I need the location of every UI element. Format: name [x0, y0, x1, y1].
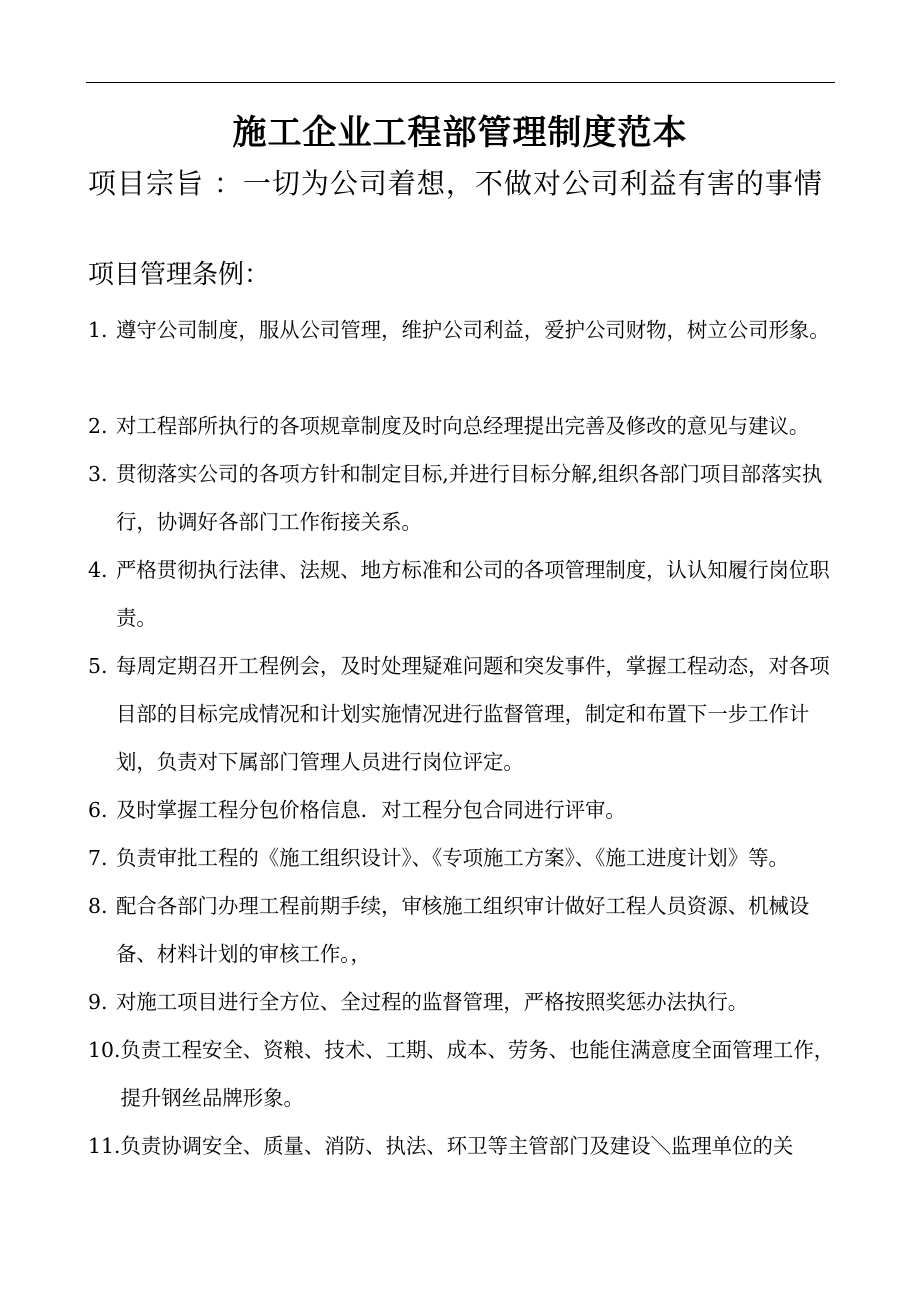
- list-item: [88, 834, 848, 882]
- list-item: [88, 786, 848, 834]
- list-item: [88, 1026, 848, 1122]
- item-text: 贯彻落实公司的各项方针和制定目标,并进行目标分解,组织各部门项目部落实执行，协调好各部门工作衔接关系。: [116, 462, 823, 534]
- section-heading: 项目管理条例：: [88, 260, 271, 290]
- item-text: 配合各部门办理工程前期手续，审核施工组织审计做好工程人员资源、机械设备、材料计划的审核工作。，: [116, 894, 810, 966]
- item-text: 对工程部所执行的各项规章制度及时向总经理提出完善及修改的意见与建议。: [116, 414, 810, 438]
- project-purpose: 项目宗旨 ：一切为公司着想，不做对公司利益有害的事情: [88, 167, 823, 200]
- item-number: 4.: [88, 558, 108, 582]
- item-text: 负责工程安全、资粮、技术、工期、成本、劳务、也能住满意度全面管理工作，提升钢丝品牌形象。: [120, 1038, 835, 1110]
- item-text: 严格贯彻执行法律、法规、地方标准和公司的各项管理制度，认认知履行岗位职责。: [116, 558, 830, 630]
- header-rule: [86, 82, 835, 83]
- list-item: [88, 450, 848, 546]
- list-item: [88, 978, 848, 1026]
- item-number: 6.: [88, 798, 108, 822]
- item-number: 7.: [88, 846, 108, 870]
- list-item: [88, 1122, 848, 1170]
- item-number: 10.: [88, 1038, 121, 1062]
- item-text: 负责审批工程的《施工组织设计》、《专项施工方案》、《施工进度计划》等。: [116, 846, 789, 870]
- list-item: [88, 546, 848, 642]
- item-number: 11.: [88, 1134, 121, 1158]
- list-item: [88, 642, 848, 786]
- item-number: 5.: [88, 654, 108, 678]
- list-item: [88, 402, 848, 450]
- document-title: 施工企业工程部管理制度范本: [232, 113, 688, 153]
- item-text: 负责协调安全、质量、消防、执法、环卫等主管部门及建设＼监理单位的关: [120, 1134, 794, 1158]
- item-number: 9.: [88, 990, 108, 1014]
- item-text: 每周定期召开工程例会，及时处理疑难问题和突发事件，掌握工程动态，对各项目部的目标完成情况和计划实施情况进行监督管理，制定和布置下一步工作计划，负责对下属部门管理人员进行岗位评定。: [116, 654, 830, 774]
- item-number: 3.: [88, 462, 108, 486]
- item-text: 及时掌握工程分包价格信息．对工程分包合同进行评审。: [116, 798, 626, 822]
- item-number: 2.: [88, 414, 108, 438]
- item-text: 对施工项目进行全方位、全过程的监督管理，严格按照奖惩办法执行。: [116, 990, 749, 1014]
- list-item: [88, 306, 848, 354]
- list-item: [88, 882, 848, 978]
- item-text: 遵守公司制度，服从公司管理，维护公司利益，爱护公司财物，树立公司形象。: [116, 318, 830, 342]
- item-number: 1.: [88, 318, 108, 342]
- item-number: 8.: [88, 894, 108, 918]
